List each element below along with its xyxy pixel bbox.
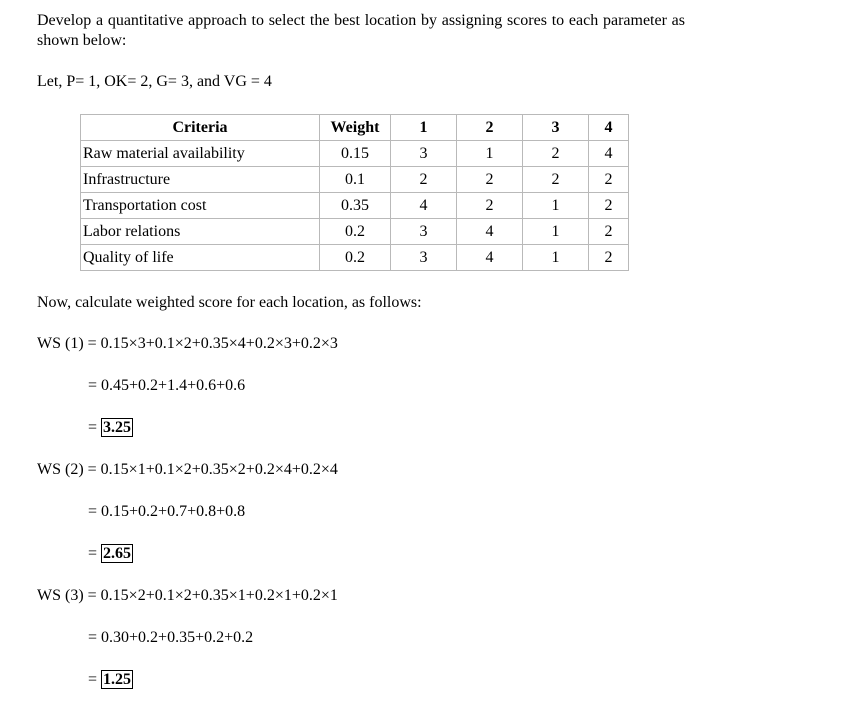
score-cell: 4 <box>457 219 523 245</box>
ws-formula-2: WS (2) = 0.15×1+0.1×2+0.35×2+0.2×4+0.2×4 <box>37 461 338 478</box>
score-cell: 4 <box>457 245 523 271</box>
ws-result-line-2 <box>88 545 133 563</box>
score-cell: 3 <box>391 219 457 245</box>
weight-cell: 0.2 <box>320 219 391 245</box>
score-cell: 1 <box>457 141 523 167</box>
weight-cell: 0.1 <box>320 167 391 193</box>
table-row <box>81 141 629 167</box>
criteria-table <box>80 114 629 271</box>
header-location-4: 4 <box>589 115 629 141</box>
header-location-3: 3 <box>523 115 589 141</box>
score-cell: 1 <box>523 219 589 245</box>
score-cell: 3 <box>391 141 457 167</box>
table-row <box>81 193 629 219</box>
score-legend: Let, P= 1, OK= 2, G= 3, and VG = 4 <box>37 73 272 90</box>
ws-step-3: = 0.30+0.2+0.35+0.2+0.2 <box>88 629 254 646</box>
ws-result-3: 1.25 <box>103 671 132 688</box>
header-weight: Weight <box>320 115 391 141</box>
weight-cell: 0.15 <box>320 141 391 167</box>
equals-sign: = <box>88 545 98 562</box>
ws-formula-1: WS (1) = 0.15×3+0.1×2+0.35×4+0.2×3+0.2×3 <box>37 335 338 352</box>
equals-sign: = <box>88 419 98 436</box>
calculation-intro: Now, calculate weighted score for each location, as follows: <box>37 294 422 311</box>
header-location-2: 2 <box>457 115 523 141</box>
table-row <box>81 245 629 271</box>
score-cell: 2 <box>589 193 629 219</box>
criteria-cell: Transportation cost <box>81 193 320 219</box>
score-cell: 3 <box>391 245 457 271</box>
score-cell: 2 <box>589 167 629 193</box>
equals-sign: = <box>88 671 98 688</box>
score-cell: 2 <box>523 141 589 167</box>
score-cell: 1 <box>523 245 589 271</box>
weight-cell: 0.2 <box>320 245 391 271</box>
ws-result-line-1 <box>88 419 133 437</box>
score-cell: 2 <box>457 167 523 193</box>
criteria-cell: Raw material availability <box>81 141 320 167</box>
ws-step-2: = 0.15+0.2+0.7+0.8+0.8 <box>88 503 246 520</box>
criteria-cell: Infrastructure <box>81 167 320 193</box>
intro-paragraph: Develop a quantitative approach to select the best location by assigning scores to each parameter as shown below: <box>37 12 685 49</box>
ws-formula-3: WS (3) = 0.15×2+0.1×2+0.35×1+0.2×1+0.2×1 <box>37 587 338 604</box>
ws-result-line-3 <box>88 671 133 689</box>
ws-result-1: 3.25 <box>103 419 132 436</box>
criteria-cell: Labor relations <box>81 219 320 245</box>
score-cell: 2 <box>589 219 629 245</box>
score-cell: 4 <box>391 193 457 219</box>
score-cell: 4 <box>589 141 629 167</box>
score-cell: 2 <box>523 167 589 193</box>
ws-result-2: 2.65 <box>103 545 132 562</box>
ws-step-1: = 0.45+0.2+1.4+0.6+0.6 <box>88 377 246 394</box>
score-cell: 1 <box>523 193 589 219</box>
score-cell: 2 <box>589 245 629 271</box>
header-criteria: Criteria <box>81 115 320 141</box>
weight-cell: 0.35 <box>320 193 391 219</box>
criteria-cell: Quality of life <box>81 245 320 271</box>
header-location-1: 1 <box>391 115 457 141</box>
score-cell: 2 <box>457 193 523 219</box>
table-row <box>81 167 629 193</box>
table-header-row <box>81 115 629 141</box>
score-cell: 2 <box>391 167 457 193</box>
table-row <box>81 219 629 245</box>
